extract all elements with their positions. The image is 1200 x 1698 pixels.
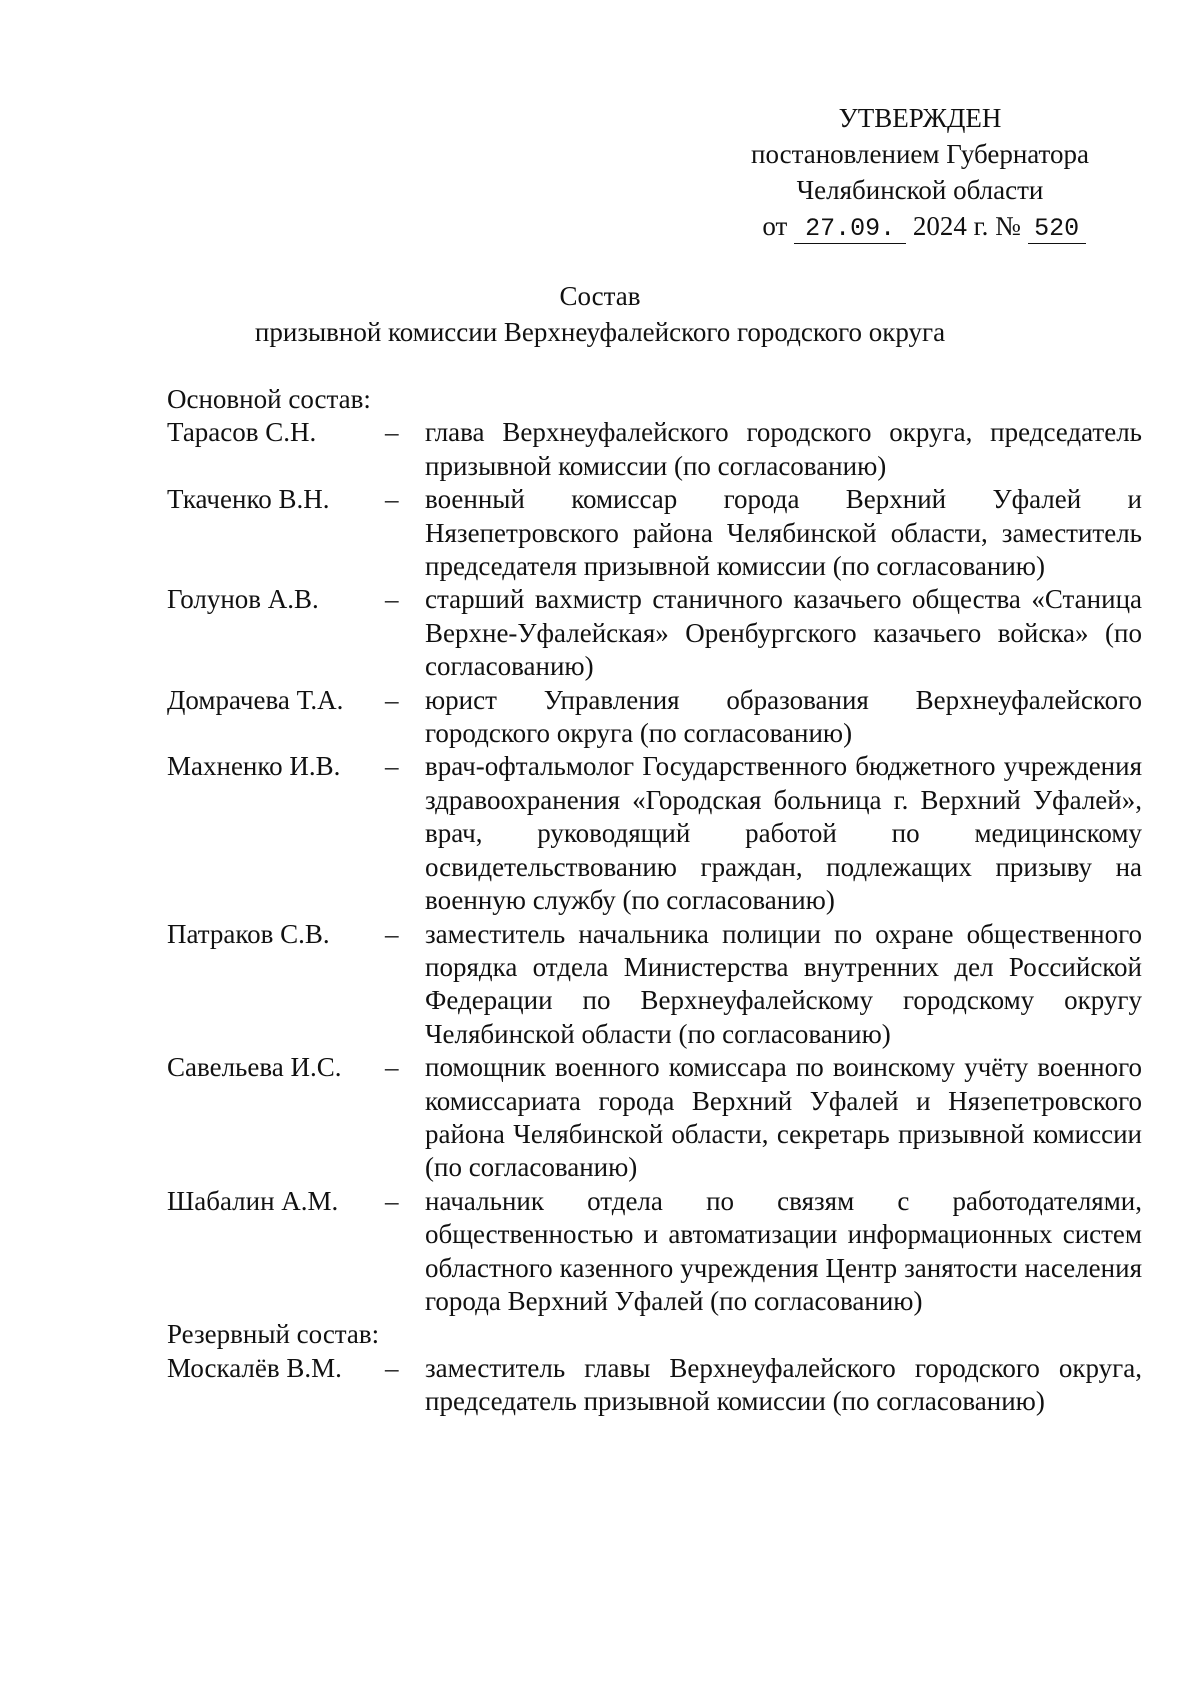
member-description: помощник военного комиссара по воинскому учёту военного комиссариата города Верхний Уфалей и Нязепетровского района Челябинской области, секретарь призывной комиссии (по согласованию) [425,1052,1142,1183]
member-dash: – [385,1052,399,1083]
approval-date: 27.09. [794,215,906,244]
member-description: врач-офтальмолог Государственного бюджетного учреждения здравоохранения «Городская больница г. Верхний Уфалей», врач, руководящий работой по медицинскому освидетельствованию граждан, подлежащих призыву на военную службу (по согласованию) [425,751,1142,916]
member-row [167,918,1142,1052]
member-dash: – [385,484,399,515]
member-row [167,1352,1142,1419]
member-name: Патраков С.В. [167,918,330,949]
approval-number: 520 [1028,215,1086,244]
member-description: юрист Управления образования Верхнеуфалейского городского округа (по согласованию) [425,684,1142,749]
member-dash: – [385,684,399,715]
member-description: заместитель начальника полиции по охране общественного порядка отдела Министерства внутренних дел Российской Федерации по Верхнеуфалейскому городскому округу Челябинской области (по согласованию) [425,918,1142,1049]
approval-date-line [708,208,1140,244]
member-dash: – [385,584,399,615]
member-dash: – [385,1352,399,1383]
member-name: Домрачева Т.А. [167,684,344,715]
member-dash: – [385,751,399,782]
approval-line-2: Челябинской области [796,175,1044,205]
member-description: военный комиссар города Верхний Уфалей и Нязепетровского района Челябинской области, заместитель председателя призывной комиссии (по согласованию) [425,484,1142,582]
approval-year: 2024 г. № [912,211,1021,241]
date-prefix: от [762,211,788,241]
member-name: Шабалин А.М. [167,1185,339,1216]
approval-line-1: постановлением Губернатора [751,139,1089,169]
member-row [167,1185,1142,1319]
member-row [167,1051,1142,1185]
member-name: Махненко И.В. [167,751,341,782]
member-description: старший вахмистр станичного казачьего общества «Станица Верхне-Уфалейская» Оренбургского казачьего войска» (по согласованию) [425,584,1142,682]
title-line-1: Состав [559,281,641,311]
document-title [150,278,1050,350]
commission-roster [167,383,1142,1419]
member-row [167,684,1142,751]
member-name: Голунов А.В. [167,584,319,615]
reserve-section-heading: Резервный состав: [167,1319,380,1350]
member-row [167,750,1142,917]
main-section-heading: Основной состав: [167,384,371,414]
member-dash: – [385,918,399,949]
member-name: Тарасов С.Н. [167,417,317,448]
member-row [167,483,1142,583]
member-name: Ткаченко В.Н. [167,484,330,515]
title-line-2: призывной комиссии Верхнеуфалейского городского округа [254,317,946,347]
member-description: глава Верхнеуфалейского городского округа, председатель призывной комиссии (по согласованию) [425,417,1142,481]
member-dash: – [385,417,399,448]
approval-status: УТВЕРЖДЕН [838,103,1002,133]
member-description: заместитель главы Верхнеуфалейского городского округа, председатель призывной комиссии (по согласованию) [425,1352,1142,1417]
member-dash: – [385,1185,399,1216]
member-name: Савельева И.С. [167,1052,342,1083]
member-row [167,416,1142,483]
member-name: Москалёв В.М. [167,1352,342,1383]
member-description: начальник отдела по связям с работодателями, общественностью и автоматизации информационных систем областного казенного учреждения Центр занятости населения города Верхний Уфалей (по согласованию) [425,1185,1142,1316]
approval-stamp [700,100,1140,244]
member-row [167,583,1142,683]
